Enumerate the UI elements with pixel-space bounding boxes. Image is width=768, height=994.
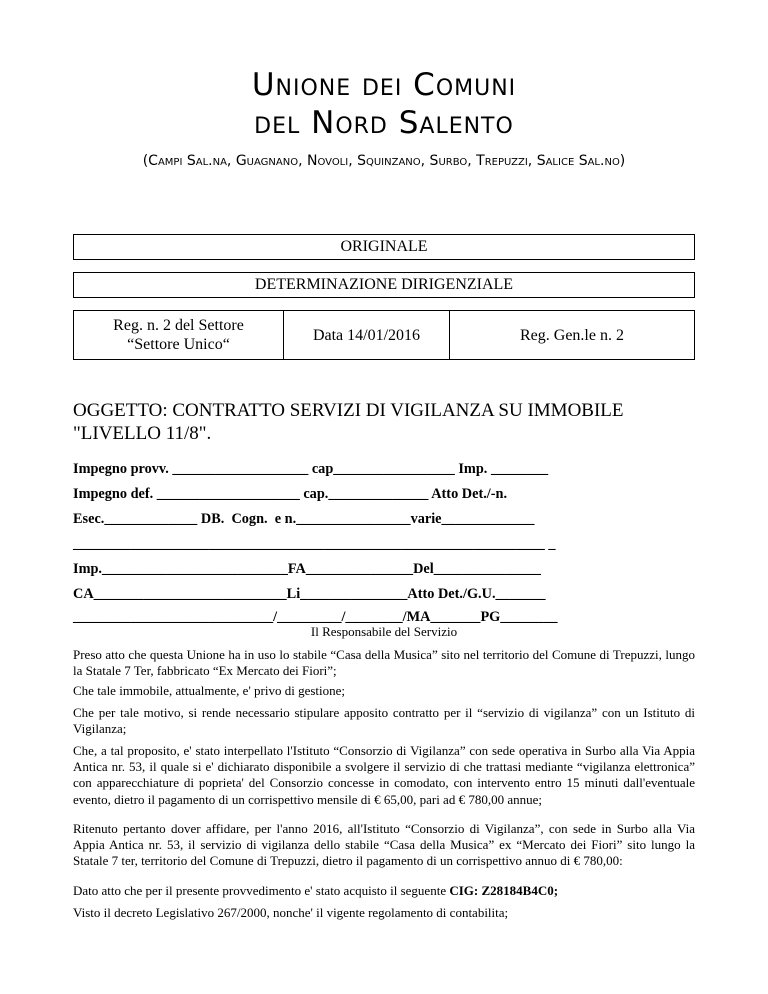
form-line-blank: __________________________________________________________________ _ — [73, 536, 556, 552]
cig-prefix: Dato atto che per il presente provvedimento e' stato acquisto il seguente — [73, 883, 450, 898]
reg-gen-value: Reg. Gen.le n. 2 — [520, 326, 624, 344]
paragraph-motivo: Che per tale motivo, si rende necessario stipulare apposito contratto per il “servizio di vigilanza” con un Istituto di Vigilanza; — [73, 705, 695, 737]
determinazione-box — [73, 272, 695, 298]
settore-cell — [74, 311, 284, 359]
originale-box — [73, 234, 695, 260]
form-line-impegno-def: Impegno def. ____________________ cap.______________ Atto Det./-n. — [73, 486, 508, 502]
settore-line1: Reg. n. 2 del Settore — [113, 317, 244, 334]
oggetto: OGGETTO: CONTRATTO SERVIZI DI VIGILANZA SU IMMOBILE "LIVELLO 11/8". — [73, 400, 624, 444]
data-value: Data 14/01/2016 — [312, 326, 421, 344]
cig-code: CIG: Z28184B4C0; — [449, 883, 559, 898]
registration-table — [73, 310, 695, 360]
header-subtitle: (Campi Sal.na, Guagnano, Novoli, Squinzano, Surbo, Trepuzzi, Salice Sal.no) — [142, 153, 626, 169]
responsabile-label: Il Responsabile del Servizio — [310, 624, 458, 639]
form-line-imp: Imp.__________________________FA_______________Del_______________ — [73, 561, 541, 577]
form-line-impegno-provv: Impegno provv. ___________________ cap_________________ Imp. ________ — [73, 461, 549, 477]
reg-gen-cell — [450, 311, 694, 359]
paragraph-ritenuto: Ritenuto pertanto dover affidare, per l'anno 2016, all'Istituto “Consorzio di Vigilanza”, con sede in Surbo alla Via Appia Antica nr. 53, il servizio di vigilanza dello stabile “Casa della Musica” ex “Mercato dei Fiori” sito lungo la Statale 7 ter, territorio del Comune di Trepuzzi, dietro il pagamento di un corrispettivo annuo di € 780,00: — [73, 821, 695, 869]
paragraph-immobile: Che tale immobile, attualmente, e' privo di gestione; — [73, 683, 346, 698]
settore-line2: “Settore Unico“ — [127, 336, 230, 353]
header-title-line2: del Nord Salento — [254, 105, 514, 141]
form-line-ca: CA___________________________Li_______________Atto Det./G.U._______ — [73, 586, 546, 602]
data-cell — [284, 311, 450, 359]
paragraph-interpellato: Che, a tal proposito, e' stato interpellato l'Istituto “Consorzio di Vigilanza” con sede operativa in Surbo alla Via Appia Antica nr. 53, il quale si e' dichiarato disponibile a svolgere il servizio di che trattasi mediante “vigilanza elettronica” con apparecchiature di poprieta' del Consorzio concesse in comodato, con intervento entro 15 minuti dall'eventuale evento, dietro il pagamento di un corrispettivo mensile di € 65,00, pari ad € 780,00 annue; — [73, 743, 695, 807]
paragraph-preso-atto: Preso atto che questa Unione ha in uso lo stabile “Casa della Musica” sito nel territorio del Comune di Trepuzzi, lungo la Statale 7 Ter, fabbricato “Ex Mercato dei Fiori”; — [73, 647, 695, 679]
paragraph-decreto: Visto il decreto Legislativo 267/2000, nonche' il vigente regolamento di contabilita; — [73, 905, 509, 920]
determinazione-label: DETERMINAZIONE DIRIGENZIALE — [254, 276, 514, 293]
header-title-line1: Unione dei Comuni — [251, 67, 517, 103]
form-line-esec: Esec._____________ DB. Cogn. e n.________________varie_____________ — [73, 511, 535, 527]
paragraph-cig — [73, 883, 695, 899]
originale-label: ORIGINALE — [340, 238, 428, 255]
form-line-ma-pg: ____________________________/_________/________/MA_______PG________ — [73, 609, 558, 625]
